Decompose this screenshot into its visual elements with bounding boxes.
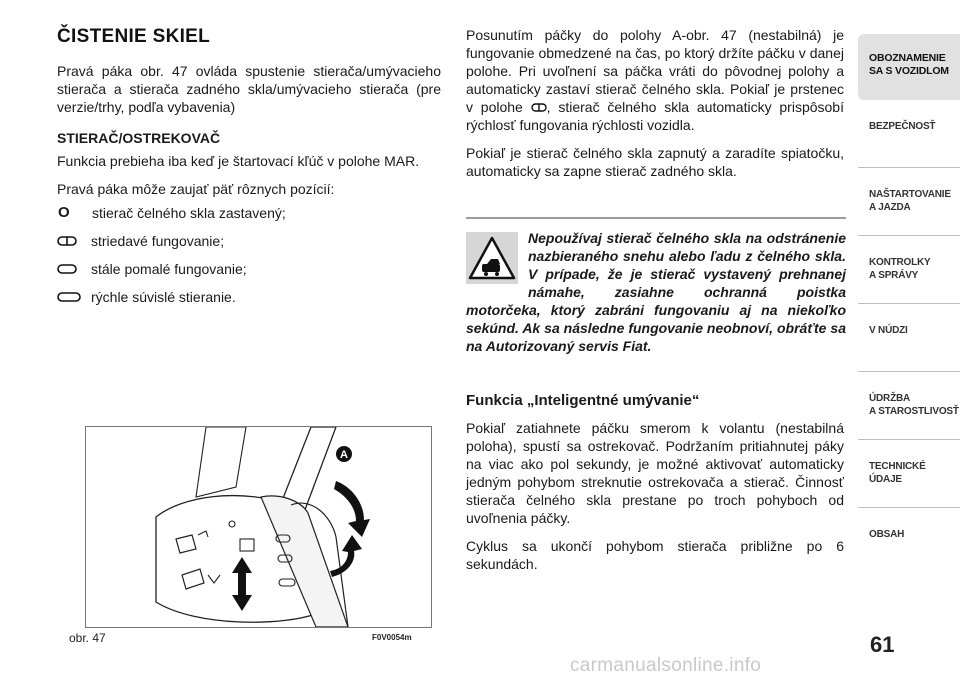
o-symbol-icon: O bbox=[58, 204, 70, 221]
position-text: stále pomalé fungovanie; bbox=[91, 261, 247, 277]
tab-oboznamenie[interactable] bbox=[858, 34, 960, 100]
positions-list bbox=[57, 204, 441, 306]
position-item-slow bbox=[57, 260, 441, 278]
tab-label: NAŠTARTOVANIE bbox=[869, 189, 951, 200]
tab-label: V NÚDZI bbox=[869, 325, 908, 336]
warning-divider bbox=[466, 217, 846, 219]
tab-label: OBSAH bbox=[869, 529, 905, 540]
position-item-off bbox=[57, 204, 441, 222]
intro-paragraph: Pravá páka obr. 47 ovláda spustenie stierača/umývacieho stierača a stierača zadného skla/umývacieho stierača (pre verzie/trhy, podľa vybavenia) bbox=[57, 63, 441, 115]
slow-symbol-icon bbox=[57, 264, 91, 274]
tab-v-nudzi[interactable] bbox=[858, 306, 960, 372]
tab-bezpecnost[interactable] bbox=[858, 102, 960, 168]
position-text: stierač čelného skla zastavený; bbox=[92, 205, 286, 221]
tab-label: ÚDRŽBA bbox=[869, 393, 911, 404]
positions-intro: Pravá páka môže zaujať päť rôznych pozícií: bbox=[57, 181, 335, 197]
figure-code: F0V0054m bbox=[372, 633, 412, 642]
reverse-paragraph: Pokiaľ je stierač čelného skla zapnutý a zaradíte spiatočku, automaticky sa zapne stierač zadného skla. bbox=[466, 145, 844, 179]
tab-label: OBOZNAMENIE bbox=[869, 52, 946, 64]
smart-wash-paragraph: Pokiaľ zatiahnete páčku smerom k volantu (nestabilná poloha), spustí sa ostrekovač. Podržaním pritiahnutej páky na viac ako pol sekundy, je možné aktivovať automaticky jedným pohybom streknutie ostrekovača a stierač. Činnosť stierača čelného skla prestane po troch pohyboch od uvoľnenia páčky. bbox=[466, 420, 844, 526]
left-column bbox=[57, 26, 441, 316]
page-number: 61 bbox=[870, 632, 895, 657]
figure-caption: obr. 47 bbox=[69, 631, 106, 645]
intermittent-symbol-icon bbox=[57, 236, 91, 246]
chapter-sidebar bbox=[858, 34, 960, 578]
position-a-paragraph bbox=[466, 26, 844, 134]
section-title: ČISTENIE SKIEL bbox=[57, 26, 211, 47]
position-a-text-end: , stierač čelného skla automaticky prispôsobí rýchlosť fungovania rýchlosti vozidla. bbox=[466, 99, 844, 133]
tab-label: SA S VOZIDLOM bbox=[869, 65, 949, 77]
tab-label: TECHNICKÉ bbox=[869, 461, 926, 472]
position-text: striedavé fungovanie; bbox=[91, 233, 225, 249]
key-position-paragraph: Funkcia prebieha iba keď je štartovací kľúč v polohe MAR. bbox=[57, 153, 420, 169]
tab-label: A STAROSTLIVOSŤ bbox=[869, 406, 959, 417]
warning-triangle-icon bbox=[466, 232, 518, 284]
figure-label-a: A bbox=[340, 449, 348, 461]
tab-kontrolky[interactable] bbox=[858, 238, 960, 304]
wiper-stalk-figure bbox=[85, 426, 432, 628]
tab-label: ÚDAJE bbox=[869, 474, 902, 485]
intermittent-symbol-icon bbox=[531, 99, 547, 115]
tab-obsah[interactable] bbox=[858, 510, 960, 576]
smart-wash-section bbox=[466, 392, 844, 583]
watermark: carmanualsonline.info bbox=[570, 655, 762, 676]
right-column bbox=[466, 26, 844, 190]
tab-label: A SPRÁVY bbox=[869, 270, 919, 281]
tab-nastartovanie[interactable] bbox=[858, 170, 960, 236]
warning-box bbox=[466, 217, 846, 355]
tab-label: KONTROLKY bbox=[869, 257, 931, 268]
wiper-stalk-illustration bbox=[86, 427, 431, 627]
position-item-intermittent bbox=[57, 232, 441, 250]
tab-udrzba[interactable] bbox=[858, 374, 960, 440]
position-text: rýchle súvislé stieranie. bbox=[91, 289, 236, 305]
smart-wash-title: Funkcia „Inteligentné umývanie“ bbox=[466, 392, 700, 409]
smart-wash-cycle: Cyklus sa ukončí pohybom stierača približne po 6 sekundách. bbox=[466, 538, 844, 572]
wiper-subheading: STIERAČ/OSTREKOVAČ bbox=[57, 130, 221, 146]
tab-label: BEZPEČNOSŤ bbox=[869, 121, 936, 132]
position-item-fast bbox=[57, 288, 441, 306]
fast-symbol-icon bbox=[57, 292, 91, 302]
position-a-text-start: Posunutím páčky do polohy A-obr. 47 (nestabilná) je fungovanie obmedzené na čas, po ktorý držíte páčku v danej polohe. Pri uvoľnení sa páčka vráti do pôvodnej polohy a automaticky zastaví stierač čelného skla. Pokiaľ je prstenec v polohe bbox=[466, 27, 844, 115]
tab-label: A JAZDA bbox=[869, 202, 911, 213]
tab-technicke[interactable] bbox=[858, 442, 960, 508]
warning-text: Nepoužívaj stierač čelného skla na odstránenie nazbieraného snehu alebo ľadu z čelného skla. V prípade, že je stierač vystavený prehnanej námahe, zasiahne ochranná poistka motorčeka, ktorý zabráni fungovaniu aj na niekoľko sekúnd. Ak sa následne fungovanie neobnoví, obráťte sa na Autorizovaný servis Fiat. bbox=[466, 230, 846, 354]
